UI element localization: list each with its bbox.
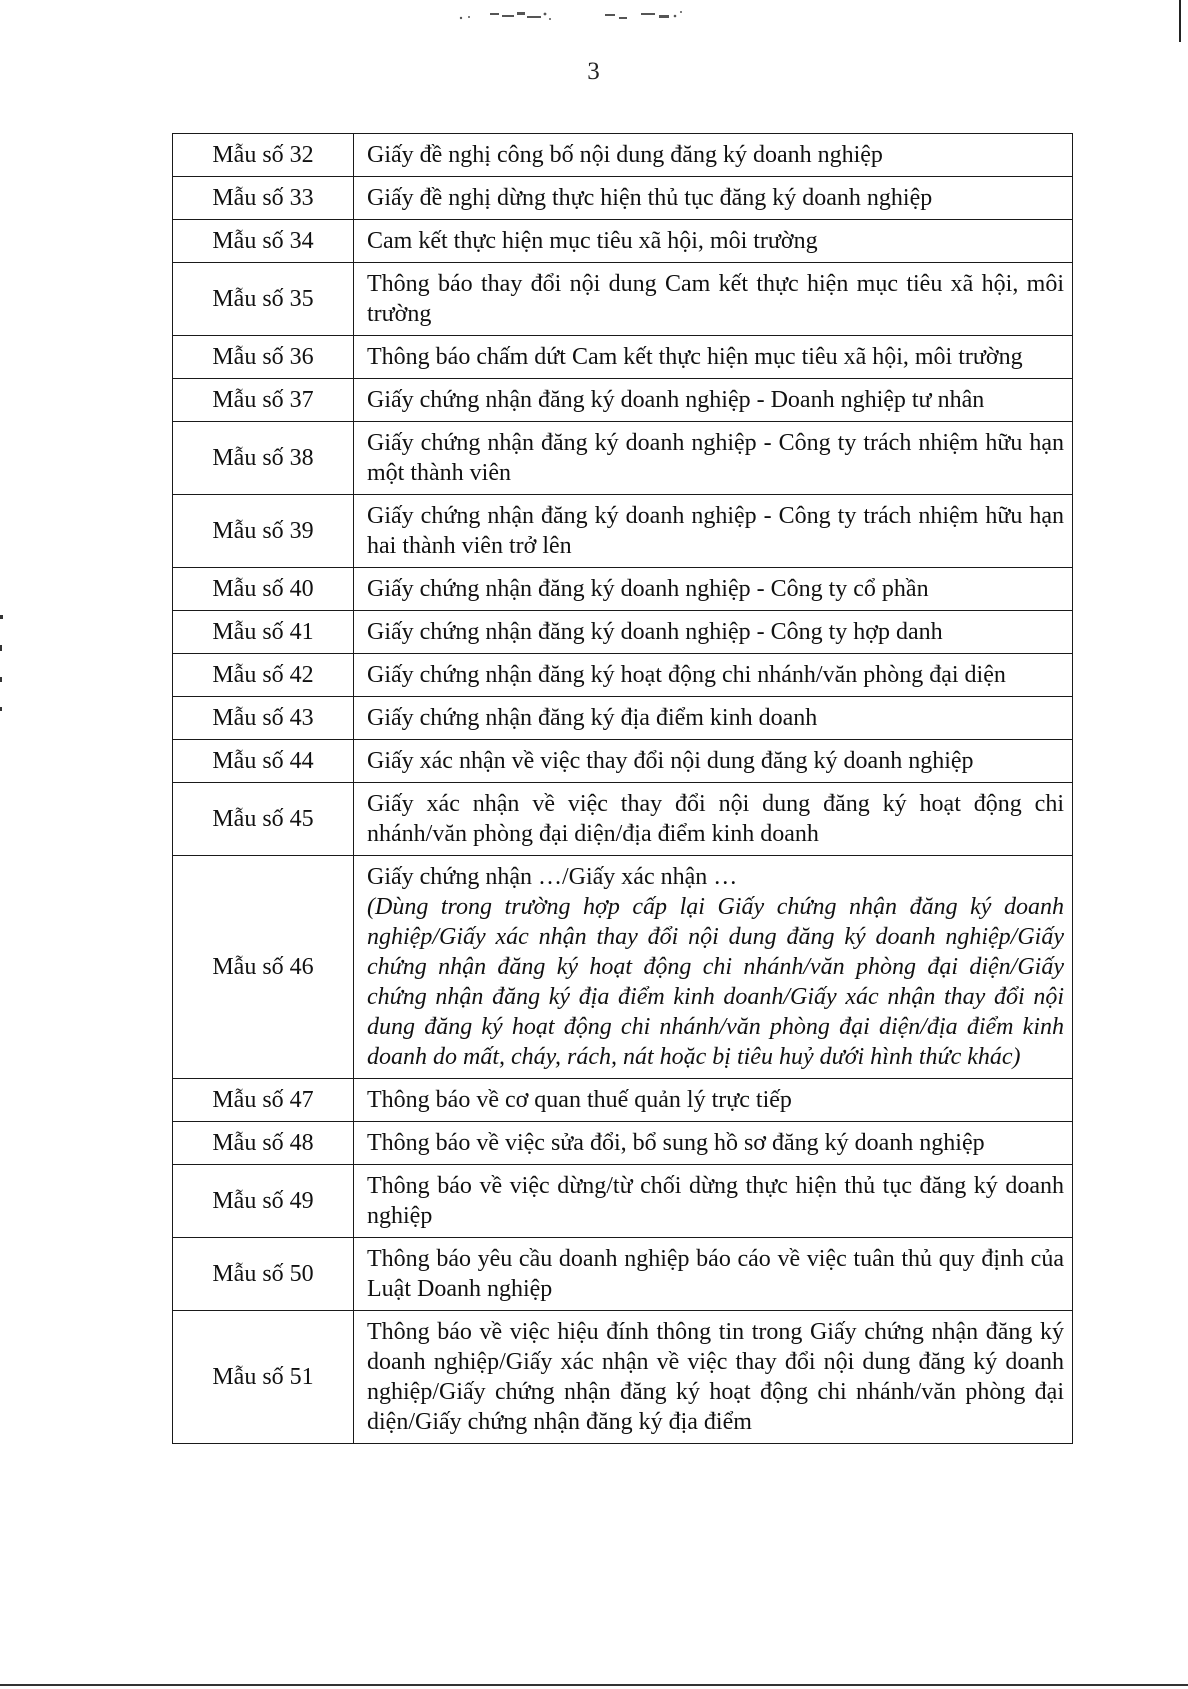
form-usage-note: (Dùng trong trường hợp cấp lại Giấy chứng nhận đăng ký doanh nghiệp/Giấy xác nhận thay đổi nội dung đăng ký doanh nghiệp/Giấy chứng nhận đăng ký hoạt động chi nhánh/văn phòng đại diện/Giấy chứng nhận đăng ký địa điểm kinh doanh/Giấy xác nhận thay đổi nội dung đăng ký hoạt động chi nhánh/văn phòng đại diện/địa điểm kinh doanh do mất, cháy, rách, nát hoặc bị tiêu huỷ dưới hình thức khác) [367, 894, 1064, 1070]
table-row [173, 740, 1073, 783]
form-code: Mẫu số 48 [173, 1122, 354, 1165]
form-title: Giấy chứng nhận đăng ký doanh nghiệp - Doanh nghiệp tư nhân [354, 379, 1073, 422]
form-title: Giấy chứng nhận đăng ký doanh nghiệp - Công ty trách nhiệm hữu hạn hai thành viên trở lên [354, 495, 1073, 568]
form-code: Mẫu số 36 [173, 336, 354, 379]
form-code: Mẫu số 44 [173, 740, 354, 783]
table-row [173, 697, 1073, 740]
table-row [173, 783, 1073, 856]
form-title: Giấy chứng nhận đăng ký doanh nghiệp - Công ty cổ phần [354, 568, 1073, 611]
page-number: 3 [587, 58, 601, 85]
form-title: Giấy chứng nhận đăng ký doanh nghiệp - Công ty hợp danh [354, 611, 1073, 654]
table-row [173, 495, 1073, 568]
table-row [173, 134, 1073, 177]
scan-noise [455, 6, 715, 28]
table-row [173, 422, 1073, 495]
table-row [173, 336, 1073, 379]
form-title: Thông báo thay đổi nội dung Cam kết thực hiện mục tiêu xã hội, môi trường [354, 263, 1073, 336]
form-code: Mẫu số 43 [173, 697, 354, 740]
form-title: Thông báo chấm dứt Cam kết thực hiện mục tiêu xã hội, môi trường [354, 336, 1073, 379]
form-title: Giấy chứng nhận đăng ký doanh nghiệp - Công ty trách nhiệm hữu hạn một thành viên [354, 422, 1073, 495]
form-title: Thông báo về việc sửa đổi, bổ sung hồ sơ đăng ký doanh nghiệp [354, 1122, 1073, 1165]
table-row [173, 1165, 1073, 1238]
form-code: Mẫu số 51 [173, 1311, 354, 1444]
table-row [173, 263, 1073, 336]
form-code: Mẫu số 42 [173, 654, 354, 697]
form-description [354, 856, 1073, 1079]
scan-margin-marks [0, 615, 3, 715]
form-code: Mẫu số 35 [173, 263, 354, 336]
form-code: Mẫu số 37 [173, 379, 354, 422]
form-title: Thông báo về cơ quan thuế quản lý trực tiếp [354, 1079, 1073, 1122]
forms-table [172, 133, 1073, 1444]
form-title: Giấy chứng nhận đăng ký địa điểm kinh doanh [354, 697, 1073, 740]
form-title: Giấy đề nghị công bố nội dung đăng ký doanh nghiệp [354, 134, 1073, 177]
form-code: Mẫu số 39 [173, 495, 354, 568]
form-title: Thông báo về việc hiệu đính thông tin trong Giấy chứng nhận đăng ký doanh nghiệp/Giấy xác nhận về việc thay đổi nội dung đăng ký doanh nghiệp/Giấy chứng nhận đăng ký hoạt động chi nhánh/văn phòng đại diện/Giấy chứng nhận đăng ký địa điểm [354, 1311, 1073, 1444]
table-row [173, 654, 1073, 697]
form-title: Giấy chứng nhận …/Giấy xác nhận … [367, 864, 738, 890]
form-title: Giấy xác nhận về việc thay đổi nội dung đăng ký hoạt động chi nhánh/văn phòng đại diện/địa điểm kinh doanh [354, 783, 1073, 856]
table-row [173, 1079, 1073, 1122]
table-row [173, 177, 1073, 220]
scan-edge-line [1179, 0, 1181, 42]
form-title: Thông báo yêu cầu doanh nghiệp báo cáo về việc tuân thủ quy định của Luật Doanh nghiệp [354, 1238, 1073, 1311]
table-row [173, 568, 1073, 611]
form-title: Thông báo về việc dừng/từ chối dừng thực hiện thủ tục đăng ký doanh nghiệp [354, 1165, 1073, 1238]
form-title: Giấy xác nhận về việc thay đổi nội dung đăng ký doanh nghiệp [354, 740, 1073, 783]
form-title: Giấy chứng nhận đăng ký hoạt động chi nhánh/văn phòng đại diện [354, 654, 1073, 697]
table-row [173, 1238, 1073, 1311]
table-row [173, 1122, 1073, 1165]
form-code: Mẫu số 45 [173, 783, 354, 856]
table-row [173, 1311, 1073, 1444]
form-code: Mẫu số 49 [173, 1165, 354, 1238]
form-title: Cam kết thực hiện mục tiêu xã hội, môi trường [354, 220, 1073, 263]
form-code: Mẫu số 47 [173, 1079, 354, 1122]
form-code: Mẫu số 32 [173, 134, 354, 177]
form-code: Mẫu số 38 [173, 422, 354, 495]
form-code: Mẫu số 41 [173, 611, 354, 654]
form-code: Mẫu số 46 [173, 856, 354, 1079]
form-code: Mẫu số 40 [173, 568, 354, 611]
scan-bottom-edge [0, 1684, 1188, 1686]
table-row [173, 379, 1073, 422]
table-row [173, 611, 1073, 654]
table-row [173, 856, 1073, 1079]
form-code: Mẫu số 34 [173, 220, 354, 263]
form-code: Mẫu số 50 [173, 1238, 354, 1311]
form-code: Mẫu số 33 [173, 177, 354, 220]
table-row [173, 220, 1073, 263]
form-title: Giấy đề nghị dừng thực hiện thủ tục đăng ký doanh nghiệp [354, 177, 1073, 220]
